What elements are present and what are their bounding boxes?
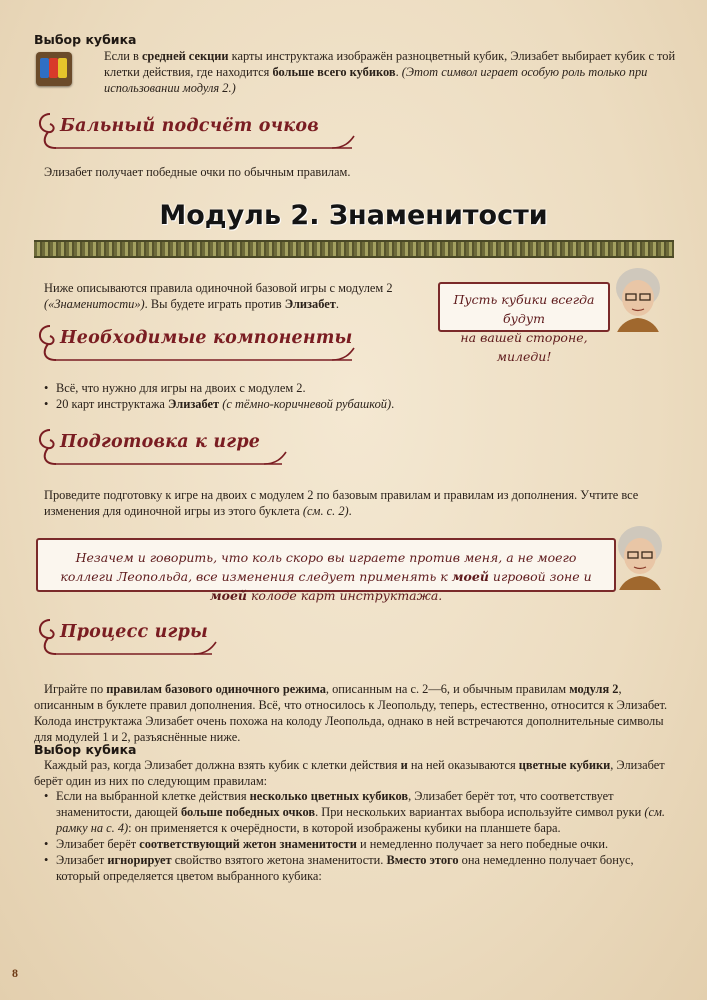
elizabeth-portrait [610,520,670,590]
dice-choice-heading-top: Выбор кубика [34,32,137,47]
setup-title: Подготовка к игре [60,432,261,452]
process-title: Процесс игры [60,622,209,642]
elizabeth-portrait [608,262,668,332]
decorative-band [34,240,674,258]
list-item: • Элизабет берёт соответствующий жетон знаменитости и немедленно получает за него победные очки. [42,836,676,852]
components-section-header [32,320,362,368]
dice-choice-text: Каждый раз, когда Элизабет должна взять кубик с клетки действия и на ней оказываются цветные кубики, Элизабет берёт один из них по следующим правилам: [34,758,665,788]
components-title: Необходимые компоненты [60,328,353,348]
colored-die-icon [36,52,72,86]
module-title: Модуль 2. Знаменитости [159,200,548,231]
bubble1-line1: Пусть кубики всегда будут [453,292,595,326]
module-intro: Ниже описываются правила одиночной базовой игры с модулем 2 («Знаменитости»). Вы будете играть против Элизабет. [44,281,393,311]
scoring-text: Элизабет получает победные очки по обычным правилам. [44,165,351,179]
list-item: • 20 карт инструктажа Элизабет (с тёмно-коричневой рубашкой). [42,396,662,412]
scoring-section-header [32,108,362,156]
dice-choice-heading: Выбор кубика [34,742,137,757]
bubble1-line2: на вашей стороне, миледи! [460,330,588,364]
components-list [42,380,662,412]
speech-bubble-2: Незачем и говорить, что коль скоро вы играете против меня, а не моего коллеги Леопольда, все изменения следует применять к моей игровой зоне и моей колоде карт инструктажа. [36,538,616,592]
setup-text: Проведите подготовку к игре на двоих с модулем 2 по базовым правилам и правилам из дополнения. Учтите все изменения для одиночной игры из этого буклета (см. с. 2). [44,488,639,518]
scoring-title: Бальный подсчёт очков [60,116,319,136]
top-paragraph: Если в средней секции карты инструктажа изображён разноцветный кубик, Элизабет выбирает кубик с той клетки действия, где находится больше всего кубиков. (Этот символ играет особую роль только при использовании модуля 2.) [104,49,676,95]
list-item: • Если на выбранной клетке действия несколько цветных кубиков, Элизабет берёт тот, что соответствует знаменитости, дающей больше победных очков. При нескольких вариантах выбора используйте символ руки (см. рамку на с. 4): он применяется к очерёдности, в которой изображены кубики на планшете бара. [42,788,676,836]
list-item: • Всё, что нужно для игры на двоих с модулем 2. [42,380,662,396]
speech-bubble-1 [438,282,610,364]
process-text: Играйте по правилам базового одиночного режима, описанным на с. 2—6, и обычным правилам модуля 2, описанным в буклете правил дополнения. Всё, что относилось к Леопольду, теперь, естественно, относится к Элизабет. Колода инструктажа Элизабет очень похожа на колоду Леопольда, однако в ней встречаются дополнительные символы для модулей 1 и 2, разъяснённые ниже. [34,682,668,744]
dice-choice-list [42,788,676,884]
setup-section-header [32,424,292,472]
page-number: 8 [12,966,18,980]
process-section-header [32,614,222,662]
list-item: • Элизабет игнорирует свойство взятого жетона знаменитости. Вместо этого она немедленно получает бонус, который определяется цветом выбранного кубика: [42,852,676,884]
